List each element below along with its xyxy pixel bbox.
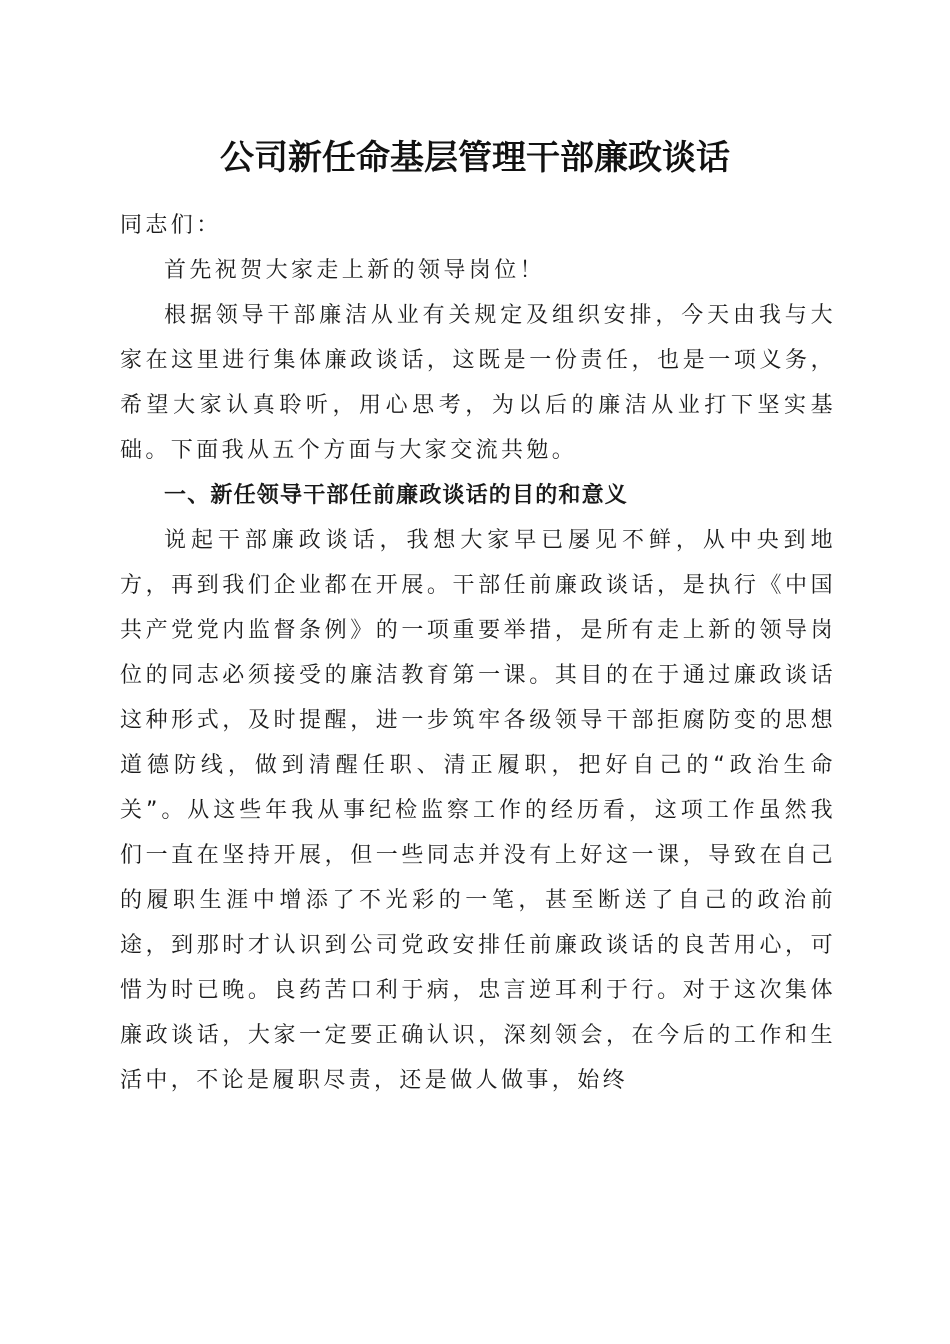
paragraph-introduction: 根据领导干部廉洁从业有关规定及组织安排，今天由我与大家在这里进行集体廉政谈话，这既是一份责任，也是一项义务，希望大家认真聆听，用心思考，为以后的廉洁从业打下坚实基础。下面我从五个方面与大家交流共勉。 xyxy=(120,303,836,463)
document-body xyxy=(120,203,836,1103)
paragraph-congratulations: 首先祝贺大家走上新的领导岗位！ xyxy=(164,258,546,283)
section-1-paragraph: 说起干部廉政谈话，我想大家早已屡见不鲜，从中央到地方，再到我们企业都在开展。干部任前廉政谈话，是执行《中国共产党党内监督条例》的一项重要举措，是所有走上新的领导岗位的同志必须接受的廉洁教育第一课。其目的在于通过廉政谈话这种形式，及时提醒，进一步筑牢各级领导干部拒腐防变的思想道德防线，做到清醒任职、清正履职，把好自己的“政治生命关”。从这些年我从事纪检监察工作的经历看，这项工作虽然我们一直在坚持开展，但一些同志并没有上好这一课，导致在自己的履职生涯中增添了不光彩的一笔，甚至断送了自己的政治前途，到那时才认识到公司党政安排任前廉政谈话的良苦用心，可惜为时已晚。良药苦口利于病，忠言逆耳利于行。对于这次集体廉政谈话，大家一定要正确认识，深刻领会，在今后的工作和生活中，不论是履职尽责，还是做人做事，始终 xyxy=(120,528,836,1093)
salutation: 同志们： xyxy=(120,213,222,238)
section-heading-1: 一、新任领导干部任前廉政谈话的目的和意义 xyxy=(164,483,629,508)
document-title: 公司新任命基层管理干部廉政谈话 xyxy=(220,138,730,178)
